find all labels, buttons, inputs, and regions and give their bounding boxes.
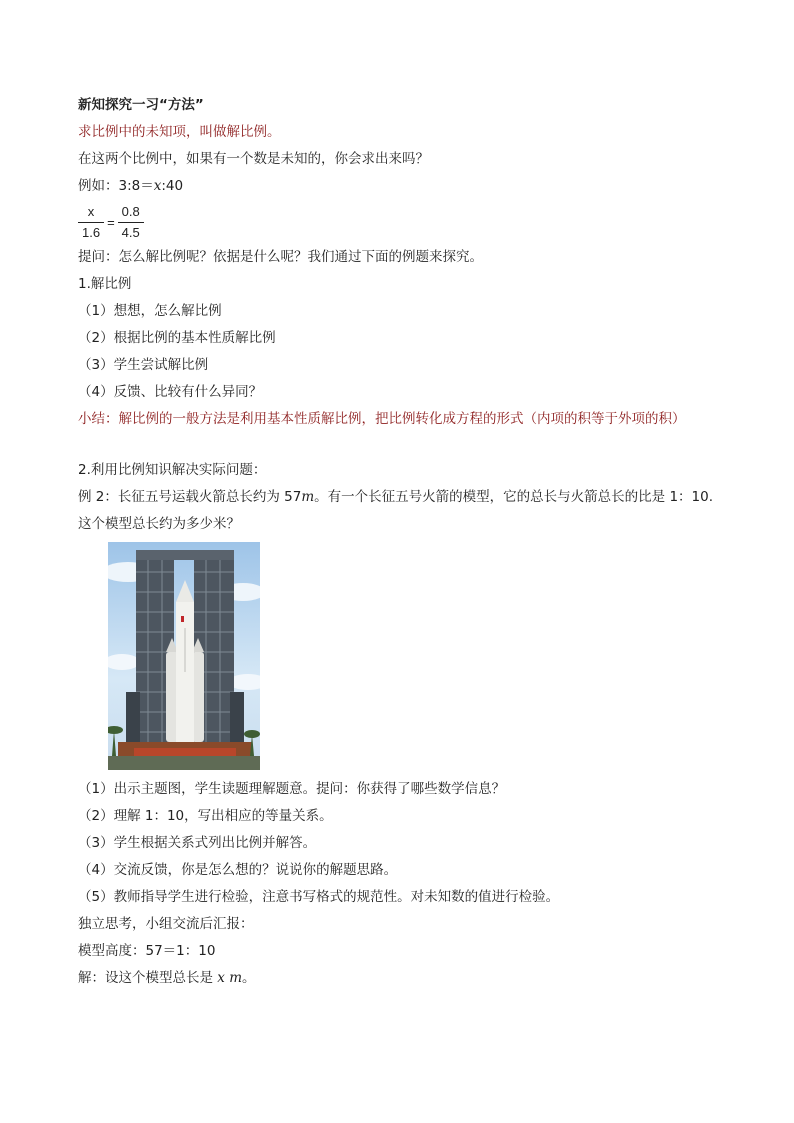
- prompt-text: 提问：怎么解比例呢？依据是什么呢？我们通过下面的例题来探究。: [78, 249, 483, 265]
- model-height-text: 模型高度：57＝1：10: [78, 943, 216, 959]
- example2-unit: m: [301, 489, 315, 505]
- example-suffix: :40: [161, 178, 184, 194]
- section2-title: 2.利用比例知识解决实际问题：: [78, 462, 267, 478]
- step2-1: （1）出示主题图，学生读题理解题意。提问：你获得了哪些数学信息？: [78, 781, 506, 797]
- step1-1: （1）想想，怎么解比例: [78, 303, 222, 319]
- solution-variable: x m: [217, 970, 243, 986]
- example-variable: x: [153, 178, 162, 194]
- step2-4: （4）交流反馈，你是怎么想的？说说你的解题思路。: [78, 862, 398, 878]
- left-denominator: 1.6: [82, 224, 101, 240]
- step1-2: （2）根据比例的基本性质解比例: [78, 330, 276, 346]
- solution-suffix: 。: [242, 970, 256, 986]
- step2-5: （5）教师指导学生进行检验，注意书写格式的规范性。对未知数的值进行检验。: [78, 889, 560, 905]
- example2-line1: [78, 484, 738, 511]
- question-text: 在这两个比例中，如果有一个数是未知的，你会求出来吗？: [78, 151, 429, 167]
- summary-text: 小结：解比例的一般方法是利用基本性质解比例，把比例转化成方程的形式（内项的积等于外项的积）: [78, 411, 686, 427]
- solution-prefix: 解：设这个模型总长是: [78, 970, 218, 986]
- think-text: 独立思考，小组交流后汇报：: [78, 916, 254, 932]
- step2-2: （2）理解 1：10，写出相应的等量关系。: [78, 808, 333, 824]
- right-fraction: [118, 204, 144, 241]
- right-numerator: 0.8: [118, 204, 144, 223]
- left-fraction: [78, 204, 104, 241]
- solution-text: [78, 965, 738, 992]
- rocket-photo: [108, 542, 260, 770]
- step2-3: （3）学生根据关系式列出比例并解答。: [78, 835, 317, 851]
- fraction-equation: [78, 202, 738, 242]
- definition-text: 求比例中的未知项，叫做解比例。: [78, 124, 281, 140]
- right-denominator: 4.5: [121, 224, 140, 240]
- example-prefix: 例如：3:8＝: [78, 178, 154, 194]
- example2-part-a: 例 2：长征五号运载火箭总长约为 57: [78, 489, 302, 505]
- step1-4: （4）反馈、比较有什么异同？: [78, 384, 263, 400]
- section1-title: 1.解比例: [78, 276, 132, 292]
- left-numerator: x: [78, 204, 104, 223]
- rocket-illustration: [108, 542, 260, 770]
- spacer: [78, 433, 738, 457]
- step1-3: （3）学生尝试解比例: [78, 357, 209, 373]
- equals-sign: =: [107, 214, 115, 230]
- example2-part-b: 。有一个长征五号火箭的模型，它的总长与火箭总长的比是 1：10.: [314, 489, 714, 505]
- example2-line2: 这个模型总长约为多少米？: [78, 516, 240, 532]
- document-content: [78, 92, 738, 992]
- example-ratio: [78, 173, 738, 200]
- section-heading: 新知探究一习“方法”: [78, 97, 204, 113]
